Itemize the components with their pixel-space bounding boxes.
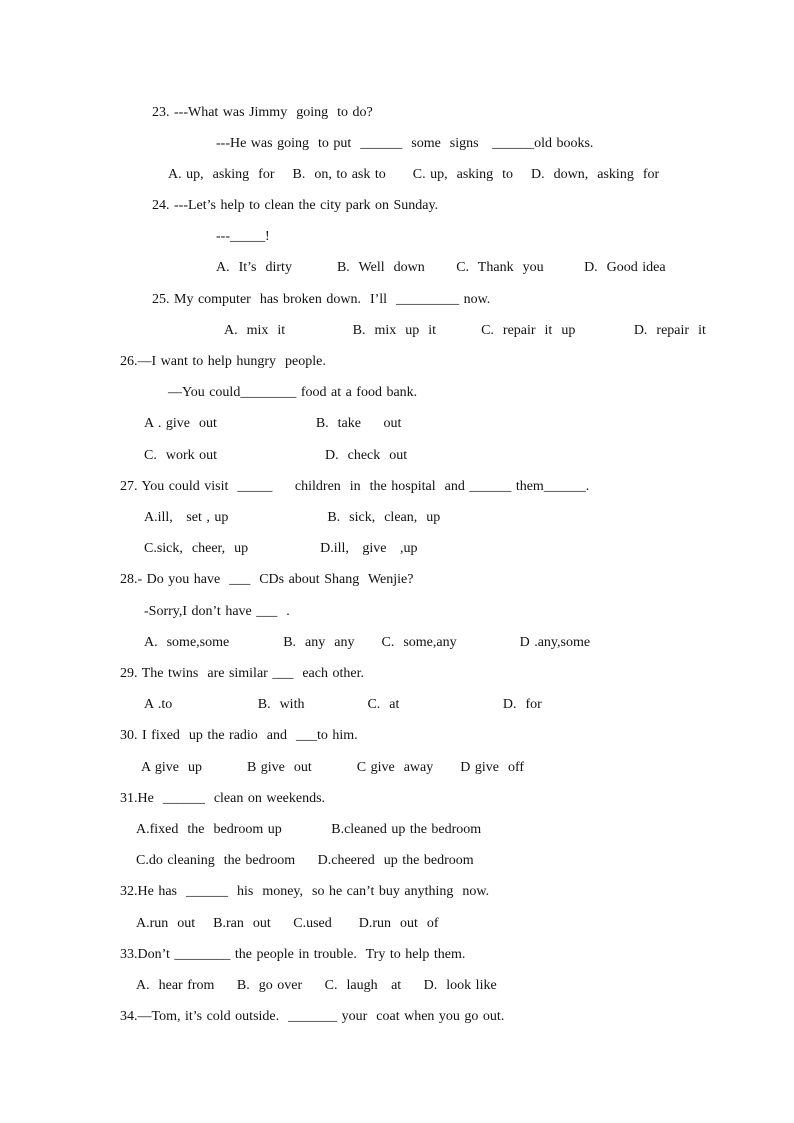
question-28-response: -Sorry,I don’t have ___ . — [144, 604, 290, 619]
question-23-response: ---He was going to put ______ some signs ______old books. — [216, 136, 594, 151]
question-29-stem: 29. The twins are similar ___ each other. — [120, 666, 364, 681]
question-23-stem: 23. ---What was Jimmy going to do? — [152, 105, 373, 120]
question-26-options-cd: C. work out D. check out — [144, 448, 408, 463]
question-24-response: ---_____! — [216, 229, 270, 244]
question-23-options: A. up, asking for B. on, to ask to C. up, asking to D. down, asking for — [168, 167, 660, 182]
question-31-options-ab: A.fixed the bedroom up B.cleaned up the bedroom — [136, 822, 482, 837]
question-26-options-ab: A . give out B. take out — [144, 416, 402, 431]
question-28-stem: 28.- Do you have ___ CDs about Shang Wenjie? — [120, 572, 414, 587]
question-24-options: A. It’s dirty B. Well down C. Thank you D. Good idea — [216, 260, 666, 275]
question-34-stem: 34.—Tom, it’s cold outside. _______ your coat when you go out. — [120, 1009, 505, 1024]
question-30-stem: 30. I fixed up the radio and ___to him. — [120, 728, 358, 743]
question-24-stem: 24. ---Let’s help to clean the city park on Sunday. — [152, 198, 439, 213]
question-25-options: A. mix it B. mix up it C. repair it up D. repair it — [224, 323, 706, 338]
question-30-options: A give up B give out C give away D give off — [141, 760, 525, 775]
question-33-options: A. hear from B. go over C. laugh at D. look like — [136, 978, 497, 993]
question-28-options: A. some,some B. any any C. some,any D .any,some — [144, 635, 591, 650]
question-27-stem: 27. You could visit _____ children in the hospital and ______ them______. — [120, 479, 590, 494]
question-27-options-cd: C.sick, cheer, up D.ill, give ,up — [144, 541, 418, 556]
question-32-options: A.run out B.ran out C.used D.run out of — [136, 916, 439, 931]
question-29-options: A .to B. with C. at D. for — [144, 697, 542, 712]
question-25-stem: 25. My computer has broken down. I’ll _________ now. — [152, 292, 491, 307]
question-32-stem: 32.He has ______ his money, so he can’t buy anything now. — [120, 884, 490, 899]
question-31-options-cd: C.do cleaning the bedroom D.cheered up the bedroom — [136, 853, 474, 868]
question-26-stem: 26.—I want to help hungry people. — [120, 354, 326, 369]
question-31-stem: 31.He ______ clean on weekends. — [120, 791, 326, 806]
question-27-options-ab: A.ill, set , up B. sick, clean, up — [144, 510, 441, 525]
question-33-stem: 33.Don’t ________ the people in trouble. Try to help them. — [120, 947, 466, 962]
question-26-response: —You could________ food at a food bank. — [168, 385, 418, 400]
